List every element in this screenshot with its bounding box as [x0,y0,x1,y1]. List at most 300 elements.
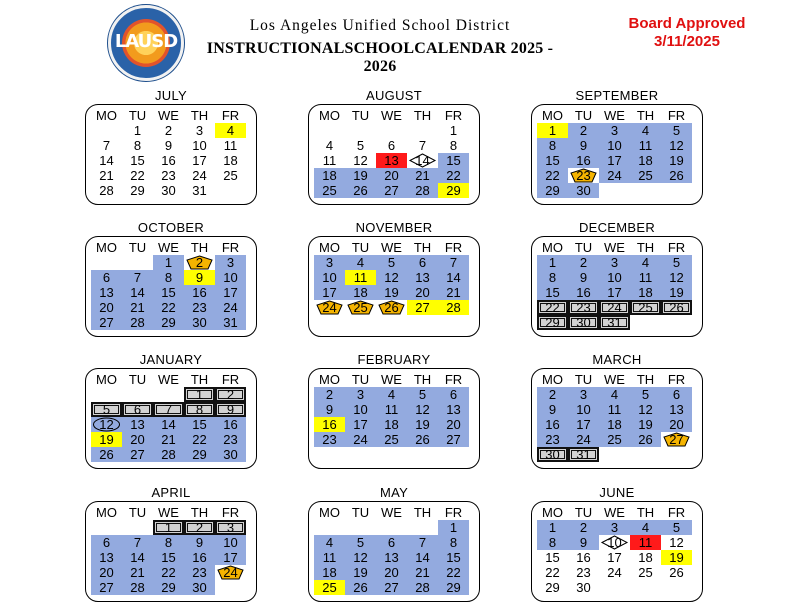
day-number: 9 [226,402,235,417]
day-number: 28 [161,447,176,462]
day-number: 31 [607,315,622,330]
day-number: 19 [384,285,399,300]
day-cell [661,255,692,270]
day-cell [122,270,153,285]
day-number: 1 [164,255,173,270]
day-cell [215,550,246,565]
day-number: 29 [161,315,176,330]
day-cell [184,417,215,432]
day-number: 22 [161,300,176,315]
day-number: 14 [130,285,145,300]
day-number: 7 [418,138,427,153]
day-number: 15 [161,550,176,565]
day-number: 30 [576,580,591,595]
day-number: 2 [195,520,204,535]
day-number: 8 [195,402,204,417]
day-number: 21 [161,432,176,447]
day-cell [537,417,568,432]
day-cell [91,417,122,432]
month-july [85,88,257,205]
day-cell [568,285,599,300]
day-number: 7 [133,270,142,285]
day-cell [215,153,246,168]
weekday-header: WE [158,108,179,123]
day-cell [122,138,153,153]
day-number: 30 [576,315,591,330]
day-cell [407,432,438,447]
day-number: 13 [446,402,461,417]
day-cell [184,270,215,285]
day-cell [630,138,661,153]
day-cell [215,315,246,330]
day-cell [376,153,407,168]
day-cell [568,168,599,183]
month-february [308,352,480,469]
day-cell [91,168,122,183]
day-number: 26 [353,183,368,198]
weekday-header: WE [381,505,402,520]
day-cell [91,447,122,462]
day-number: 18 [223,153,238,168]
day-number: 7 [449,255,458,270]
day-number: 24 [607,168,622,183]
day-cell [345,535,376,550]
day-cell [153,550,184,565]
day-cell [153,300,184,315]
day-number: 2 [579,255,588,270]
day-number: 1 [548,520,557,535]
day-cell [630,535,661,550]
day-cell [599,285,630,300]
month-grid [531,236,703,337]
day-cell [438,138,469,153]
day-cell [91,535,122,550]
day-cell [568,183,599,198]
day-number: 16 [545,417,560,432]
day-number: 17 [353,417,368,432]
day-number: 16 [576,550,591,565]
day-cell [184,255,215,270]
day-cell [661,520,692,535]
day-cell [91,285,122,300]
weekday-header: FR [444,240,463,255]
day-cell [438,168,469,183]
day-number: 28 [415,183,430,198]
day-number: 27 [99,580,114,595]
day-cell [122,123,153,138]
day-number: 7 [102,138,111,153]
day-cell [184,183,215,198]
day-cell [184,447,215,462]
weekday-header: TU [574,505,593,520]
weekday-header: TU [574,372,593,387]
day-cell [91,580,122,595]
weekday-header: TU [128,505,147,520]
day-number: 17 [223,285,238,300]
day-number: 8 [548,535,557,550]
district-name: Los Angeles Unified School District [249,17,511,34]
day-cell [314,168,345,183]
day-cell [407,138,438,153]
day-number: 30 [223,447,238,462]
day-number: 24 [576,432,591,447]
day-cell [153,565,184,580]
day-cell [630,432,661,447]
day-cell [91,565,122,580]
day-cell [376,550,407,565]
month-january [85,352,257,469]
day-number: 10 [576,402,591,417]
day-number: 8 [449,138,458,153]
approval-date: 3/11/2025 [654,33,720,50]
day-cell [537,520,568,535]
weekday-header: TU [128,372,147,387]
day-cell [438,300,469,315]
day-number: 16 [576,285,591,300]
day-number: 13 [415,270,430,285]
day-number: 28 [446,300,461,315]
day-number: 19 [669,153,684,168]
day-cell [599,565,630,580]
day-number: 8 [449,535,458,550]
day-cell [184,520,215,535]
day-number: 24 [353,432,368,447]
day-number: 1 [548,255,557,270]
day-number: 26 [638,432,653,447]
weekday-header: WE [604,240,625,255]
day-number: 31 [192,183,207,198]
day-cell [184,550,215,565]
day-number: 31 [576,447,591,462]
month-name: MARCH [592,352,642,367]
day-number: 21 [415,565,430,580]
day-cell [407,565,438,580]
day-cell [407,417,438,432]
day-cell [537,432,568,447]
day-cell [407,550,438,565]
day-cell [537,550,568,565]
day-number: 29 [161,580,176,595]
day-number: 9 [579,270,588,285]
day-cell [630,300,661,315]
month-june [531,485,703,602]
day-cell [438,565,469,580]
day-number: 8 [548,138,557,153]
day-cell [122,153,153,168]
day-cell [314,535,345,550]
day-number: 15 [446,550,461,565]
day-cell [215,432,246,447]
day-number: 27 [130,447,145,462]
day-number: 28 [99,183,114,198]
month-name: JULY [154,88,188,103]
day-number: 12 [353,550,368,565]
weekday-header: FR [667,108,686,123]
month-august [308,88,480,205]
day-number: 22 [130,168,145,183]
day-cell [376,255,407,270]
day-cell [537,402,568,417]
day-number: 15 [130,153,145,168]
day-number: 4 [641,520,650,535]
day-number: 19 [415,417,430,432]
day-number: 18 [638,285,653,300]
day-number: 1 [449,123,458,138]
day-cell [153,153,184,168]
day-cell [407,535,438,550]
day-cell [153,535,184,550]
day-number: 28 [130,315,145,330]
month-name: AUGUST [366,88,422,103]
day-number: 16 [223,417,238,432]
weekday-header: FR [667,505,686,520]
day-number: 6 [133,402,142,417]
day-number: 12 [669,138,684,153]
day-cell [153,138,184,153]
day-cell [91,300,122,315]
weekday-header: FR [667,372,686,387]
day-cell [91,315,122,330]
day-number: 3 [356,387,365,402]
day-cell [537,565,568,580]
day-number: 23 [576,565,591,580]
day-cell [345,550,376,565]
day-cell [661,300,692,315]
day-number: 22 [161,565,176,580]
day-number: 27 [446,432,461,447]
month-october [85,220,257,337]
day-cell [438,255,469,270]
day-number: 29 [192,447,207,462]
day-number: 18 [638,153,653,168]
day-number: 11 [638,138,653,153]
day-number: 17 [576,417,591,432]
day-number: 1 [449,520,458,535]
day-number: 10 [607,138,622,153]
day-number: 4 [641,255,650,270]
day-number: 3 [226,255,235,270]
day-number: 18 [384,417,399,432]
day-cell [184,285,215,300]
day-number: 17 [607,285,622,300]
day-number: 4 [226,123,235,138]
day-cell [568,300,599,315]
day-cell [376,402,407,417]
day-number: 6 [449,387,458,402]
day-number: 7 [164,402,173,417]
day-number: 20 [384,565,399,580]
month-grid [308,236,480,337]
weekday-header: MO [542,505,563,520]
day-cell [215,270,246,285]
day-number: 4 [641,123,650,138]
weekday-header: MO [542,108,563,123]
day-cell [568,447,599,462]
day-cell [314,138,345,153]
day-number: 2 [226,387,235,402]
day-cell [568,315,599,330]
day-number: 23 [576,168,591,183]
day-cell [661,432,692,447]
day-cell [661,285,692,300]
day-cell [215,300,246,315]
day-cell [345,432,376,447]
day-number: 12 [99,417,114,432]
day-number: 12 [415,402,430,417]
day-number: 10 [322,270,337,285]
day-number: 4 [356,255,365,270]
weekday-header: TH [636,108,655,123]
day-number: 20 [99,300,114,315]
day-cell [153,285,184,300]
day-number: 2 [579,520,588,535]
day-number: 5 [672,255,681,270]
day-number: 16 [576,153,591,168]
day-cell [661,402,692,417]
month-name: OCTOBER [137,220,205,235]
month-grid [308,368,480,469]
day-number: 9 [195,535,204,550]
month-name: JUNE [599,485,635,500]
day-number: 13 [384,153,399,168]
weekday-header: FR [221,240,240,255]
day-cell [661,138,692,153]
day-cell [438,402,469,417]
day-number: 19 [99,432,114,447]
day-cell [568,417,599,432]
day-number: 25 [223,168,238,183]
day-number: 15 [545,285,560,300]
day-number: 11 [322,153,337,168]
day-cell [215,520,246,535]
weekday-header: MO [319,108,340,123]
day-number: 3 [610,520,619,535]
day-cell [314,432,345,447]
day-cell [407,580,438,595]
day-cell [630,402,661,417]
day-number: 4 [325,535,334,550]
day-cell [537,535,568,550]
day-number: 16 [161,153,176,168]
day-number: 11 [607,402,622,417]
day-cell [345,565,376,580]
day-number: 13 [99,285,114,300]
day-cell [630,520,661,535]
month-name: JANUARY [139,352,203,367]
day-cell [314,285,345,300]
day-number: 26 [669,300,684,315]
day-number: 12 [384,270,399,285]
day-cell [407,387,438,402]
weekday-header: WE [604,372,625,387]
month-april [85,485,257,602]
day-number: 22 [446,565,461,580]
weekday-header: TH [413,240,432,255]
day-cell [91,550,122,565]
day-cell [153,183,184,198]
day-number: 2 [325,387,334,402]
day-number: 8 [548,270,557,285]
day-number: 10 [607,270,622,285]
day-cell [122,300,153,315]
weekday-header: TU [351,372,370,387]
day-cell [376,270,407,285]
day-cell [661,153,692,168]
day-cell [122,402,153,417]
day-cell [568,432,599,447]
day-number: 15 [545,550,560,565]
day-cell [184,535,215,550]
day-cell [407,255,438,270]
day-number: 24 [607,565,622,580]
day-cell [184,432,215,447]
day-cell [661,550,692,565]
day-number: 4 [325,138,334,153]
day-cell [438,580,469,595]
day-cell [376,387,407,402]
day-number: 25 [607,432,622,447]
approval-note [612,15,762,51]
day-cell [568,153,599,168]
day-number: 19 [353,565,368,580]
day-cell [407,153,438,168]
weekday-header: MO [542,240,563,255]
day-cell [345,285,376,300]
day-number: 25 [638,565,653,580]
day-number: 9 [325,402,334,417]
day-number: 2 [548,387,557,402]
day-number: 24 [322,300,337,315]
day-cell [345,168,376,183]
day-cell [407,183,438,198]
day-number: 3 [195,123,204,138]
weekday-header: TU [351,108,370,123]
day-cell [376,535,407,550]
day-number: 28 [130,580,145,595]
day-cell [91,270,122,285]
day-cell [630,565,661,580]
day-number: 19 [669,285,684,300]
day-number: 9 [548,402,557,417]
day-number: 26 [99,447,114,462]
weekday-header: WE [158,505,179,520]
day-cell [599,402,630,417]
day-cell [376,565,407,580]
day-cell [568,123,599,138]
day-cell [345,255,376,270]
day-number: 10 [223,270,238,285]
day-number: 16 [192,550,207,565]
weekday-header: TH [413,108,432,123]
day-number: 8 [164,270,173,285]
day-cell [314,580,345,595]
day-cell [599,300,630,315]
day-cell [314,300,345,315]
month-grid [531,368,703,469]
day-number: 22 [192,432,207,447]
day-number: 20 [669,417,684,432]
day-cell [407,168,438,183]
day-cell [599,432,630,447]
day-number: 16 [322,417,337,432]
day-number: 5 [102,402,111,417]
day-number: 29 [130,183,145,198]
day-number: 21 [99,168,114,183]
day-number: 13 [99,550,114,565]
day-cell [438,285,469,300]
day-cell [91,432,122,447]
day-cell [438,387,469,402]
